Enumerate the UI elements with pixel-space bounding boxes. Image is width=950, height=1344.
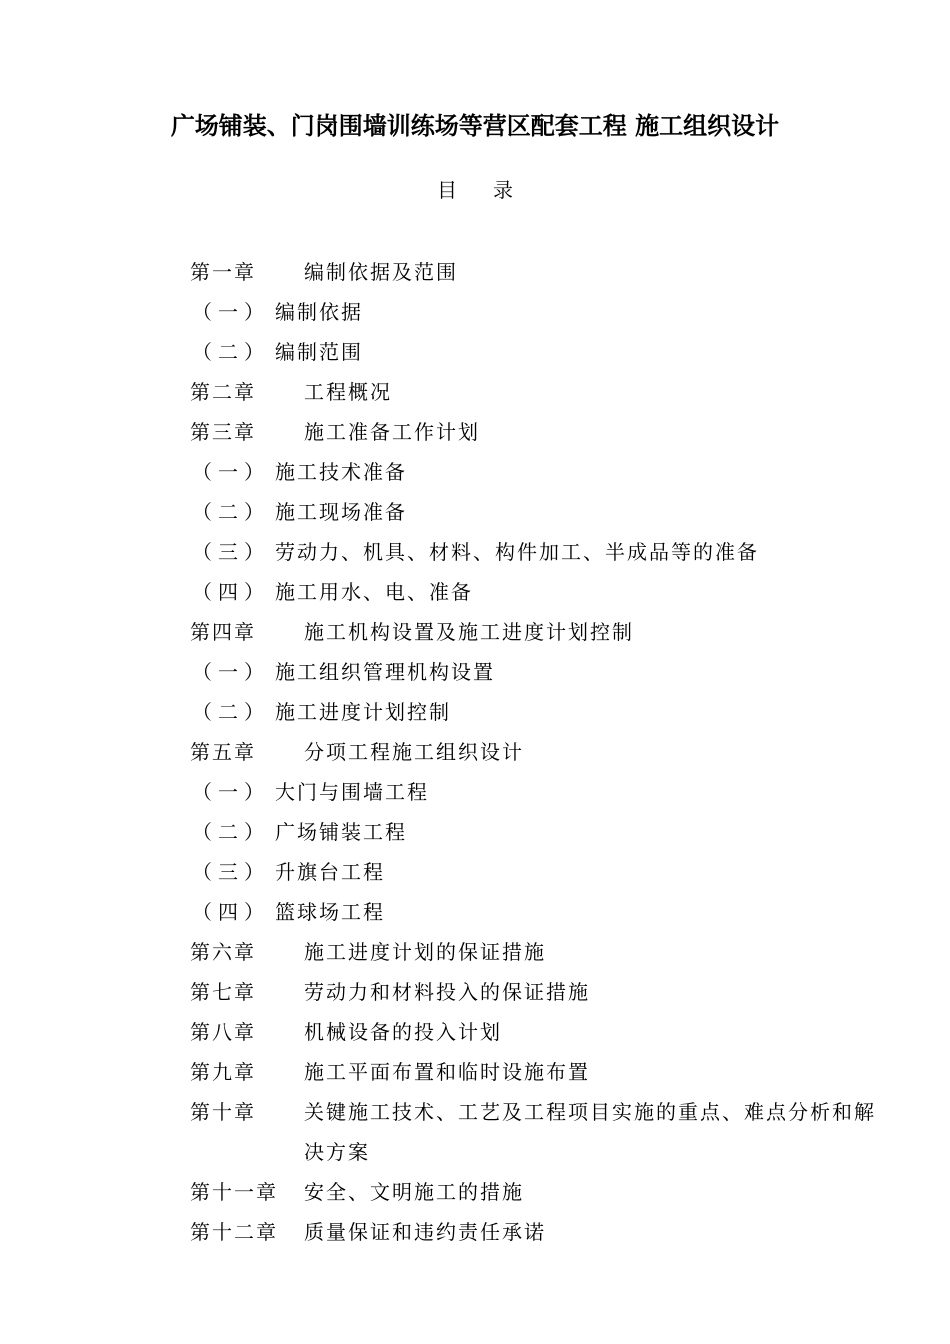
toc-item-text: 篮球场工程 — [275, 900, 385, 924]
toc-item-text: 分项工程施工组织设计 — [304, 740, 524, 764]
toc-item-number: （一） — [192, 660, 270, 684]
toc-item-text: 施工组织管理机构设置 — [275, 660, 495, 684]
toc-item-number: （二） — [192, 820, 270, 844]
toc-heading: 目录 — [437, 178, 549, 202]
toc-item-text: 升旗台工程 — [275, 860, 385, 884]
toc-item-chapter-2 — [190, 372, 880, 412]
toc-item-number: 第二章 — [190, 380, 256, 404]
toc-item-text: 机械设备的投入计划 — [304, 1020, 502, 1044]
toc-item-text: 劳动力和材料投入的保证措施 — [304, 980, 590, 1004]
toc-item-section — [190, 332, 880, 372]
toc-item-section — [190, 452, 880, 492]
toc-item-number: （二） — [192, 340, 270, 364]
toc-item-number: 第三章 — [190, 420, 256, 444]
toc-item-number: （三） — [192, 540, 270, 564]
toc-item-text: 施工用水、电、准备 — [275, 580, 473, 604]
toc-item-text: 施工进度计划的保证措施 — [304, 940, 546, 964]
toc-item-chapter-6 — [190, 932, 880, 972]
toc-item-number: 第八章 — [190, 1020, 256, 1044]
toc-item-text: 施工技术准备 — [275, 460, 407, 484]
toc-item-section — [190, 292, 880, 332]
toc-item-section — [190, 812, 880, 852]
toc-item-number: （一） — [192, 460, 270, 484]
toc-item-number: 第十二章 — [190, 1220, 278, 1244]
toc-item-chapter-11 — [190, 1172, 880, 1212]
toc-item-number: （三） — [192, 860, 270, 884]
toc-item-section — [190, 692, 880, 732]
toc-item-chapter-7 — [190, 972, 880, 1012]
toc-item-chapter-8 — [190, 1012, 880, 1052]
toc-item-text: 施工现场准备 — [275, 500, 407, 524]
toc-item-number: （四） — [192, 900, 270, 924]
toc-item-section — [190, 772, 880, 812]
toc-item-text: 大门与围墙工程 — [275, 780, 429, 804]
toc-item-chapter-12 — [190, 1212, 880, 1252]
toc-item-chapter-1 — [190, 252, 880, 292]
toc-item-number: 第九章 — [190, 1060, 256, 1084]
toc-item-section — [190, 532, 880, 572]
toc-item-section — [190, 892, 880, 932]
toc-item-text: 施工机构设置及施工进度计划控制 — [304, 620, 634, 644]
toc-item-chapter-5 — [190, 732, 880, 772]
toc-item-text: 施工进度计划控制 — [275, 700, 451, 724]
toc-item-text: 施工准备工作计划 — [304, 420, 480, 444]
toc-item-chapter-10 — [190, 1092, 880, 1172]
toc-item-text: 工程概况 — [304, 380, 392, 404]
toc-item-number: （一） — [192, 300, 270, 324]
toc-item-section — [190, 852, 880, 892]
toc-item-number: （一） — [192, 780, 270, 804]
toc-item-number: 第四章 — [190, 620, 256, 644]
toc-item-text: 安全、文明施工的措施 — [304, 1180, 524, 1204]
toc-item-text: 广场铺装工程 — [275, 820, 407, 844]
toc-item-number: 第五章 — [190, 740, 256, 764]
toc-item-text: 编制依据及范围 — [304, 260, 458, 284]
toc-item-number: 第十章 — [190, 1100, 256, 1124]
toc-item-text: 质量保证和违约责任承诺 — [304, 1220, 546, 1244]
toc-item-text: 劳动力、机具、材料、构件加工、半成品等的准备 — [275, 540, 759, 564]
table-of-contents — [190, 252, 880, 1252]
toc-item-number: 第六章 — [190, 940, 256, 964]
toc-item-section — [190, 492, 880, 532]
toc-item-chapter-3 — [190, 412, 880, 452]
toc-item-chapter-4 — [190, 612, 880, 652]
toc-item-text: 编制范围 — [275, 340, 363, 364]
toc-item-text: 施工平面布置和临时设施布置 — [304, 1060, 590, 1084]
toc-item-number: （四） — [192, 580, 270, 604]
toc-item-number: 第十一章 — [190, 1180, 278, 1204]
document-title: 广场铺装、门岗围墙训练场等营区配套工程 施工组织设计 — [170, 112, 780, 140]
toc-item-section — [190, 572, 880, 612]
toc-item-section — [190, 652, 880, 692]
toc-item-number: 第七章 — [190, 980, 256, 1004]
toc-item-number: （二） — [192, 500, 270, 524]
toc-item-text: 关键施工技术、工艺及工程项目实施的重点、难点分析和解决方案 — [304, 1100, 876, 1164]
toc-item-number: （二） — [192, 700, 270, 724]
toc-item-text: 编制依据 — [275, 300, 363, 324]
toc-item-number: 第一章 — [190, 260, 256, 284]
toc-item-chapter-9 — [190, 1052, 880, 1092]
